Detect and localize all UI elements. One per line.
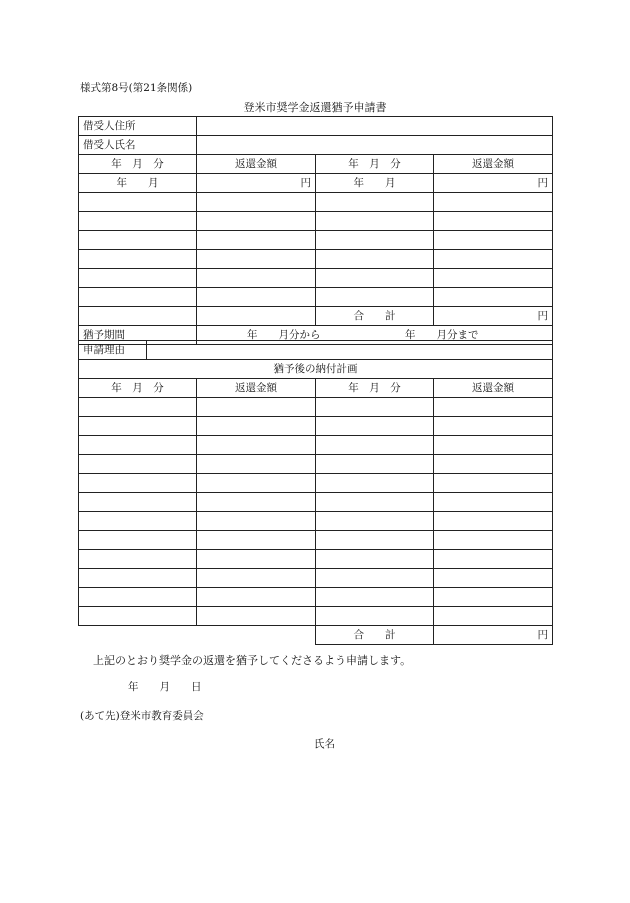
year-month-cell[interactable] [316, 288, 434, 307]
year-month-cell[interactable] [316, 569, 434, 588]
amount-cell[interactable] [434, 212, 553, 231]
borrower-address-row [79, 117, 553, 136]
table-row [79, 250, 553, 269]
amount-cell[interactable] [197, 531, 316, 550]
col-header-year-month-2: 年 月 分 [316, 379, 434, 398]
amount-cell[interactable] [197, 512, 316, 531]
plan-total-label: 合 計 [316, 626, 434, 645]
amount-cell[interactable] [434, 193, 553, 212]
date-line: 年 月 日 [128, 681, 202, 693]
col-header-year-month-1: 年 月 分 [79, 155, 197, 174]
plan-total-row [79, 626, 553, 645]
year-month-cell[interactable] [316, 474, 434, 493]
year-month-cell[interactable] [316, 250, 434, 269]
amount-cell[interactable] [434, 398, 553, 417]
total-amount-cell[interactable]: 円 [434, 307, 553, 326]
table-row [79, 231, 553, 250]
year-month-cell[interactable] [79, 288, 197, 307]
amount-cell[interactable] [434, 288, 553, 307]
amount-cell[interactable]: 円 [197, 174, 316, 193]
year-month-cell[interactable] [79, 607, 197, 626]
year-month-cell[interactable] [79, 398, 197, 417]
plan-table [78, 359, 553, 645]
year-month-cell[interactable] [316, 231, 434, 250]
year-month-cell[interactable]: 年 月 [316, 174, 434, 193]
amount-cell[interactable] [434, 607, 553, 626]
amount-cell[interactable]: 円 [434, 174, 553, 193]
year-month-cell[interactable] [79, 436, 197, 455]
plan-header-row [79, 379, 553, 398]
year-month-cell[interactable] [79, 193, 197, 212]
amount-cell[interactable] [197, 607, 316, 626]
year-month-cell[interactable] [79, 212, 197, 231]
amount-cell[interactable] [197, 550, 316, 569]
reason-table [78, 340, 553, 360]
col-header-year-month-2: 年 月 分 [316, 155, 434, 174]
reason-row [79, 341, 553, 360]
amount-cell[interactable] [197, 474, 316, 493]
amount-cell[interactable] [434, 231, 553, 250]
plan-table-row [79, 569, 553, 588]
blank-cell [197, 307, 316, 326]
amount-cell[interactable] [197, 193, 316, 212]
borrower-name-label: 借受人氏名 [79, 136, 197, 155]
col-header-amount-1: 返還金額 [197, 155, 316, 174]
year-month-cell[interactable] [79, 231, 197, 250]
year-month-cell[interactable] [79, 250, 197, 269]
year-month-cell[interactable] [316, 417, 434, 436]
table-row [79, 193, 553, 212]
repayment-table [78, 116, 553, 345]
table-row [79, 212, 553, 231]
amount-cell[interactable] [197, 455, 316, 474]
year-month-cell[interactable] [316, 588, 434, 607]
plan-table-row [79, 588, 553, 607]
amount-cell[interactable] [434, 531, 553, 550]
amount-cell[interactable] [197, 212, 316, 231]
form-title: 登米市奨学金返還猶予申請書 [243, 101, 387, 114]
table-row [79, 174, 553, 193]
plan-title: 猶予後の納付計画 [79, 360, 553, 379]
plan-table-row [79, 474, 553, 493]
reason-field[interactable] [147, 341, 553, 360]
amount-cell[interactable] [434, 588, 553, 607]
borrower-name-field[interactable] [197, 136, 553, 155]
form-number: 様式第8号(第21条関係) [80, 82, 193, 94]
year-month-cell[interactable]: 年 月 [79, 174, 197, 193]
deferment-to: 年 月分まで [405, 328, 479, 341]
plan-table-row [79, 512, 553, 531]
year-month-cell[interactable] [79, 531, 197, 550]
plan-table-row [79, 550, 553, 569]
amount-cell[interactable] [434, 436, 553, 455]
year-month-cell[interactable] [79, 474, 197, 493]
amount-cell[interactable] [434, 455, 553, 474]
amount-cell[interactable] [434, 250, 553, 269]
year-month-cell[interactable] [79, 588, 197, 607]
borrower-address-field[interactable] [197, 117, 553, 136]
amount-cell[interactable] [197, 250, 316, 269]
year-month-cell[interactable] [79, 569, 197, 588]
plan-table-row [79, 531, 553, 550]
plan-table-row [79, 607, 553, 626]
amount-cell[interactable] [434, 417, 553, 436]
amount-cell[interactable] [197, 288, 316, 307]
amount-cell[interactable] [197, 417, 316, 436]
year-month-cell[interactable] [79, 455, 197, 474]
amount-cell[interactable] [197, 493, 316, 512]
year-month-cell[interactable] [316, 512, 434, 531]
table-row [79, 269, 553, 288]
plan-table-row [79, 436, 553, 455]
borrower-address-label: 借受人住所 [79, 117, 197, 136]
amount-cell[interactable] [434, 474, 553, 493]
plan-table-row [79, 493, 553, 512]
amount-cell[interactable] [434, 569, 553, 588]
blank-cell [79, 626, 197, 645]
amount-cell[interactable] [197, 588, 316, 607]
amount-cell[interactable] [434, 493, 553, 512]
signature-label: 氏名 [314, 738, 335, 750]
col-header-year-month-1: 年 月 分 [79, 379, 197, 398]
blank-cell [197, 626, 316, 645]
year-month-cell[interactable] [316, 607, 434, 626]
plan-table-row [79, 398, 553, 417]
table-row [79, 288, 553, 307]
amount-cell[interactable] [197, 569, 316, 588]
amount-cell[interactable] [197, 398, 316, 417]
year-month-cell[interactable] [316, 493, 434, 512]
year-month-cell[interactable] [316, 193, 434, 212]
year-month-cell[interactable] [79, 550, 197, 569]
year-month-cell[interactable] [79, 417, 197, 436]
application-statement: 上記のとおり奨学金の返還を猶予してくださるよう申請します。 [93, 654, 412, 667]
blank-cell [79, 307, 197, 326]
amount-cell[interactable] [197, 436, 316, 455]
year-month-cell[interactable] [316, 436, 434, 455]
year-month-cell[interactable] [79, 493, 197, 512]
amount-cell[interactable] [434, 512, 553, 531]
amount-cell[interactable] [434, 550, 553, 569]
year-month-cell[interactable] [79, 269, 197, 288]
total-row [79, 307, 553, 326]
amount-cell[interactable] [197, 231, 316, 250]
plan-title-row [79, 360, 553, 379]
year-month-cell[interactable] [316, 398, 434, 417]
year-month-cell[interactable] [316, 550, 434, 569]
borrower-name-row [79, 136, 553, 155]
col-header-amount-1: 返還金額 [197, 379, 316, 398]
total-label: 合 計 [316, 307, 434, 326]
addressee: (あて先)登米市教育委員会 [80, 710, 204, 722]
year-month-cell[interactable] [316, 212, 434, 231]
plan-table-row [79, 417, 553, 436]
year-month-cell[interactable] [79, 512, 197, 531]
col-header-amount-2: 返還金額 [434, 155, 553, 174]
plan-total-amount-cell[interactable]: 円 [434, 626, 553, 645]
col-header-amount-2: 返還金額 [434, 379, 553, 398]
plan-table-row [79, 455, 553, 474]
reason-label: 申請理由 [79, 341, 147, 360]
deferment-from: 年 月分から [247, 328, 321, 341]
table-header-row [79, 155, 553, 174]
deferment-label: 猶予期間 [79, 326, 197, 345]
year-month-cell[interactable] [316, 531, 434, 550]
amount-cell[interactable] [434, 269, 553, 288]
year-month-cell[interactable] [316, 269, 434, 288]
year-month-cell[interactable] [316, 455, 434, 474]
amount-cell[interactable] [197, 269, 316, 288]
